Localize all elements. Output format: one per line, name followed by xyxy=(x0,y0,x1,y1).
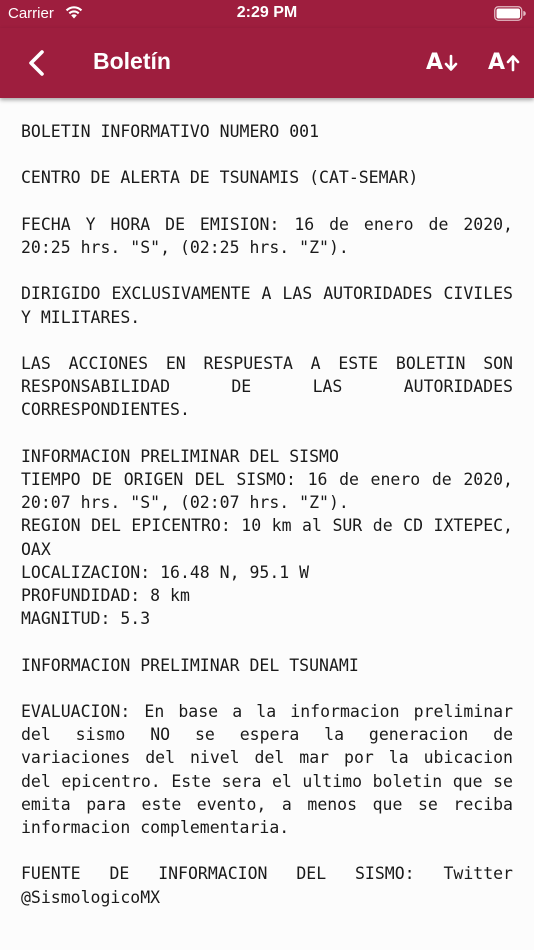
font-increase-label: A xyxy=(488,50,506,75)
quake-origin-time: TIEMPO DE ORIGEN DEL SISMO: 16 de enero de 2020, 20:07 hrs. "S", (02:07 hrs. "Z"). xyxy=(21,469,513,513)
bulletin-center: CENTRO DE ALERTA DE TSUNAMIS (CAT-SEMAR) xyxy=(21,168,419,188)
font-decrease-button[interactable] xyxy=(426,46,458,80)
bulletin-directed: DIRIGIDO EXCLUSIVAMENTE A LAS AUTORIDADES CIVILES Y MILITARES. xyxy=(21,284,513,327)
status-bar xyxy=(0,0,534,28)
font-size-decrease-icon xyxy=(444,54,458,72)
bulletin-responsibility: LAS ACCIONES EN RESPUESTA A ESTE BOLETIN SON RESPONSABILIDAD DE LAS AUTORIDADES CORRESPONDIENTES. xyxy=(21,353,513,420)
quake-depth: PROFUNDIDAD: 8 km xyxy=(21,585,190,605)
tsunami-header: INFORMACION PRELIMINAR DEL TSUNAMI xyxy=(21,655,359,675)
quake-info-section xyxy=(21,445,513,631)
bulletin-source: FUENTE DE INFORMACION DEL SISMO: Twitter @SismologicoMX xyxy=(21,864,513,907)
bulletin-emission: FECHA Y HORA DE EMISION: 16 de enero de 2020, 20:25 hrs. "S", (02:25 hrs. "Z"). xyxy=(21,214,513,257)
chevron-left-icon xyxy=(27,50,47,76)
status-time: 2:29 PM xyxy=(236,4,298,21)
bulletin-heading: BOLETIN INFORMATIVO NUMERO 001 xyxy=(21,122,320,141)
back-button[interactable] xyxy=(18,44,56,82)
quake-magnitude: MAGNITUD: 5.3 xyxy=(21,609,151,629)
font-size-increase-icon xyxy=(506,54,520,72)
quake-location: LOCALIZACION: 16.48 N, 95.1 W xyxy=(21,562,310,582)
font-increase-button[interactable] xyxy=(488,46,520,80)
quake-region: REGION DEL EPICENTRO: 10 km al SUR de CD IXTEPEC, OAX xyxy=(21,516,513,559)
page-title: Boletín xyxy=(93,48,171,74)
tsunami-evaluation: EVALUACION: En base a la informacion preliminar del sismo NO se espera la generacion de variaciones del nivel del mar por la ubicacion del epicentro. Este sera el ultimo boletin que se emita para este evento, a menos que se reciba informacion complementaria. xyxy=(21,701,513,837)
battery-icon xyxy=(494,6,526,21)
font-decrease-label: A xyxy=(426,50,444,75)
bulletin-content xyxy=(21,120,513,932)
quake-header: INFORMACION PRELIMINAR DEL SISMO xyxy=(21,446,339,466)
navigation-bar xyxy=(0,28,534,98)
carrier-label: Carrier xyxy=(8,5,54,22)
